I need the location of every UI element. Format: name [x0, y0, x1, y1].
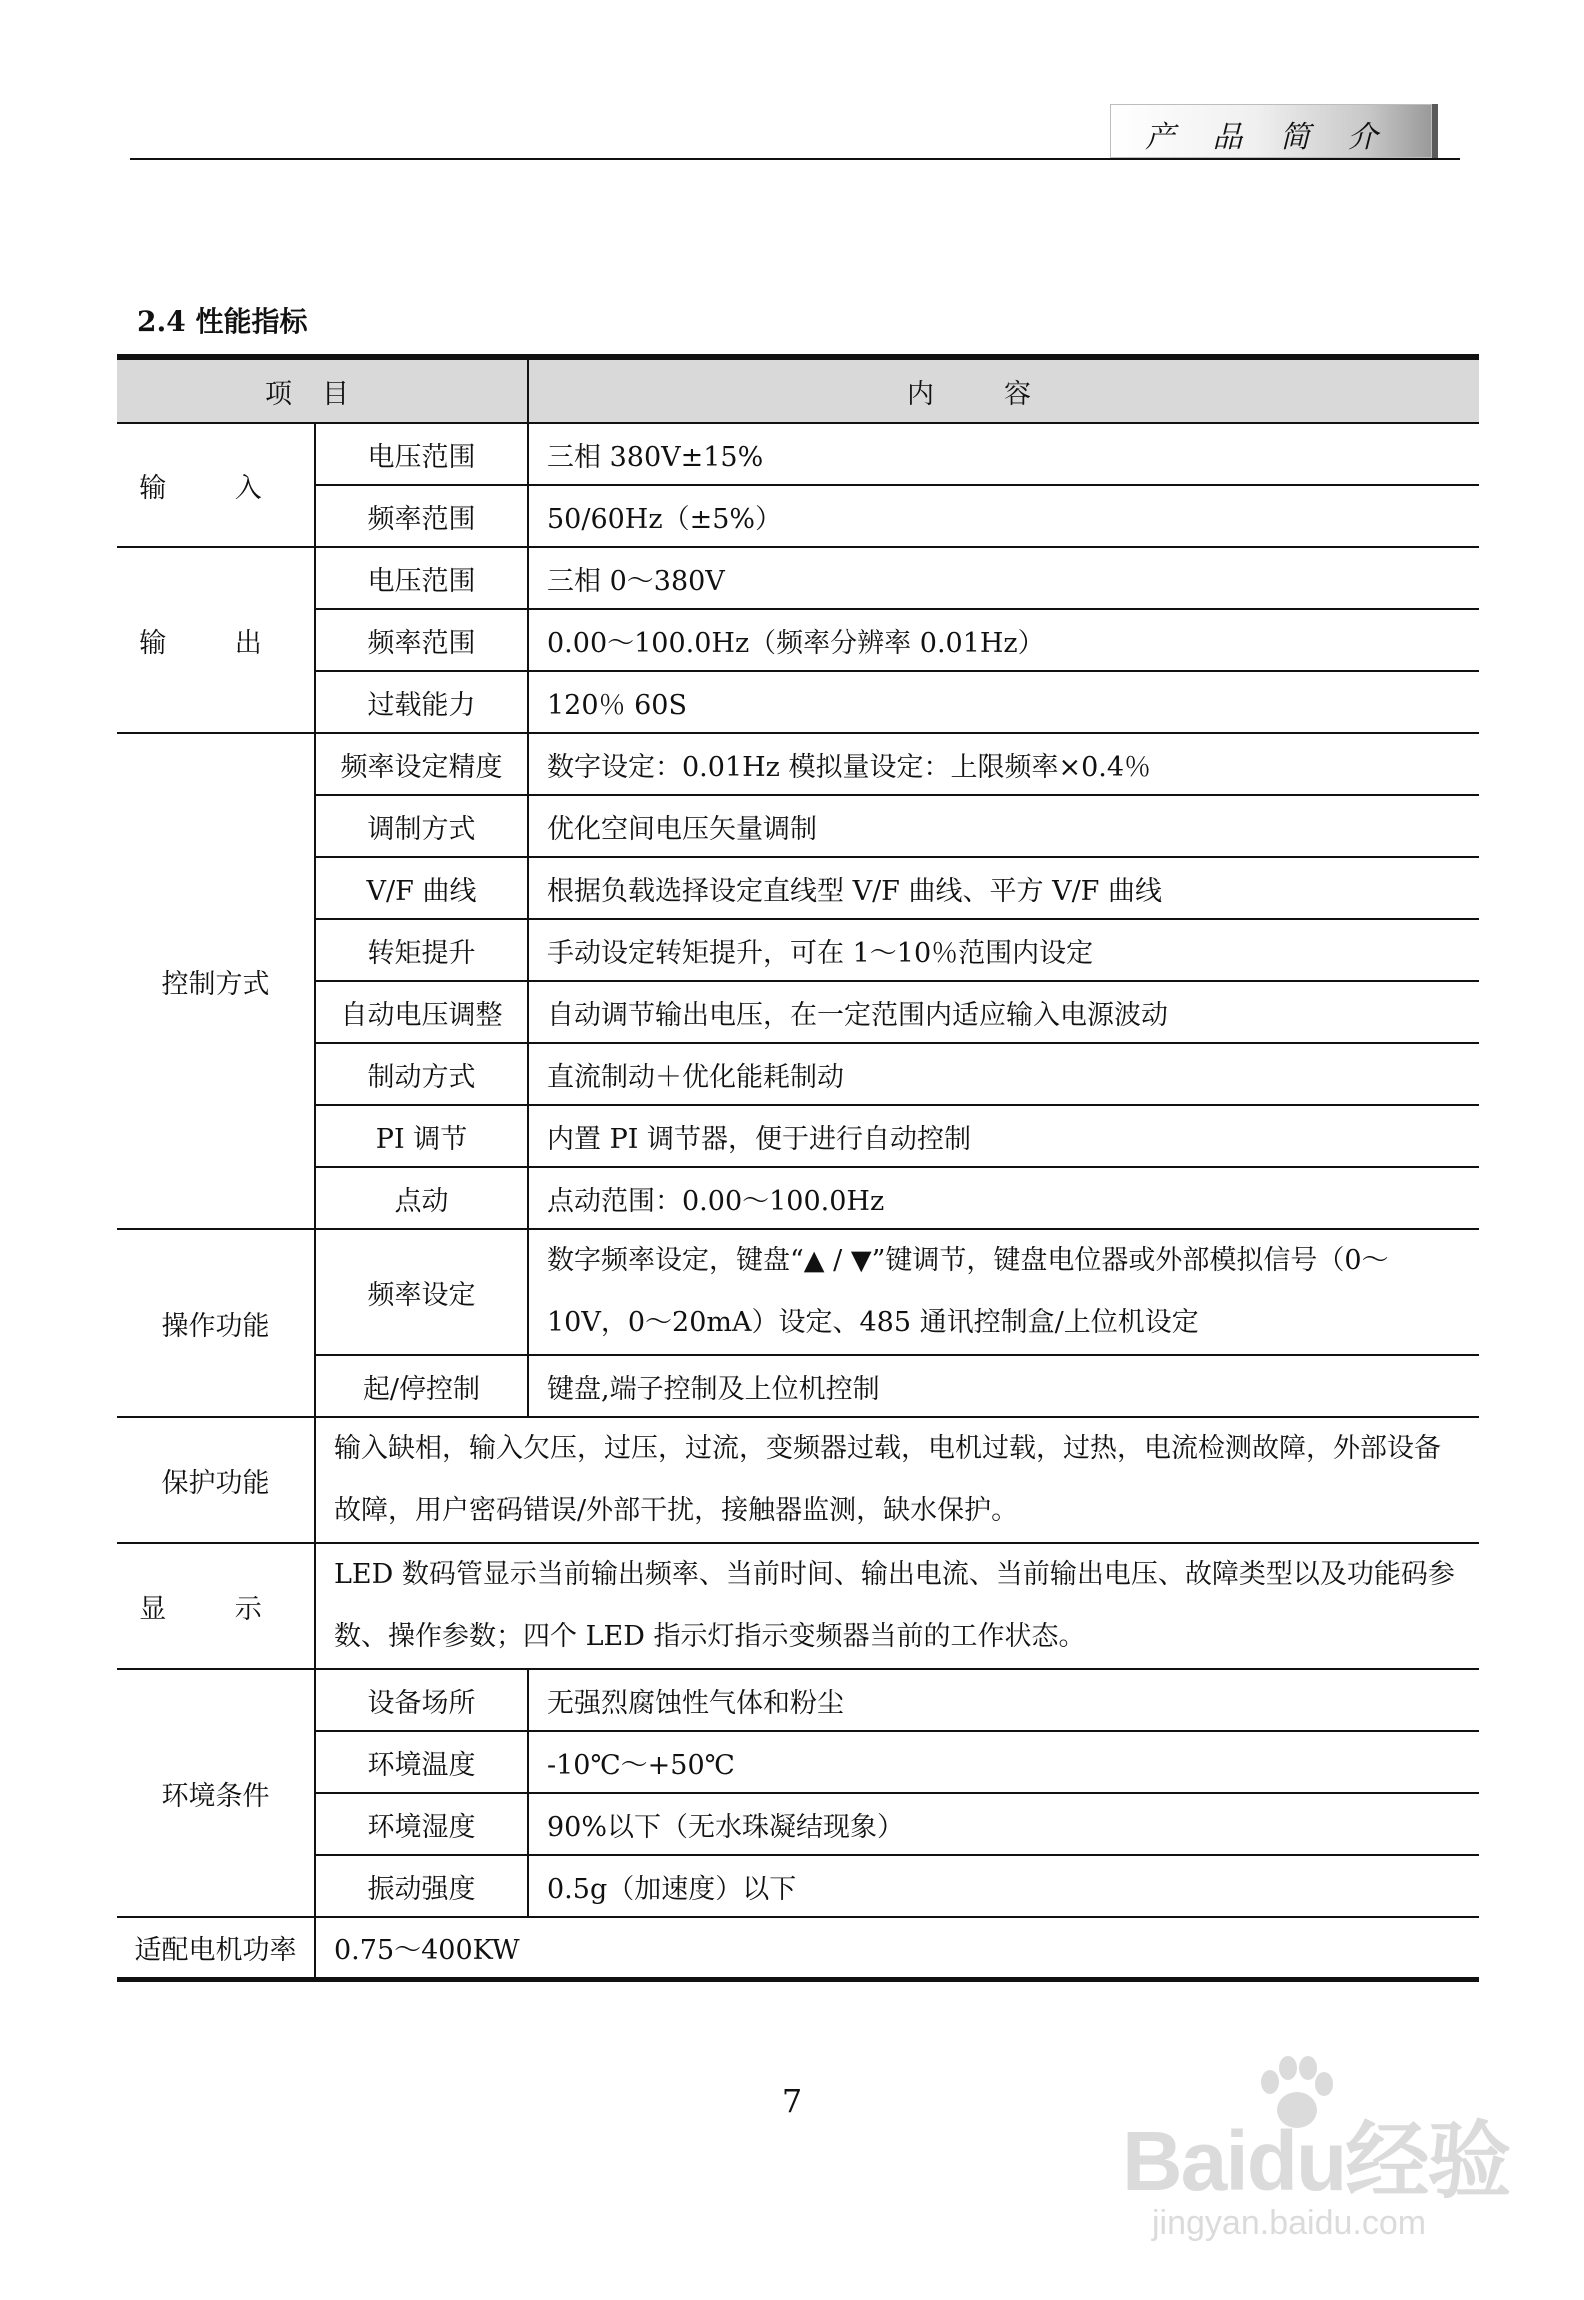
row-label: 调制方式	[315, 795, 528, 857]
table-row	[117, 857, 1479, 919]
row-value: 点动范围：0.00～100.0Hz	[528, 1167, 1479, 1229]
row-label: 电压范围	[315, 423, 528, 485]
row-label: 环境湿度	[315, 1793, 528, 1855]
category-protection: 保护功能	[117, 1417, 315, 1543]
row-label: 频率设定	[315, 1229, 528, 1355]
table-row	[117, 1793, 1479, 1855]
table-header-row	[117, 357, 1479, 423]
row-label: 振动强度	[315, 1855, 528, 1917]
category-display: 显 示	[117, 1543, 315, 1669]
row-label: 频率设定精度	[315, 733, 528, 795]
row-value: 50/60Hz（±5%）	[528, 485, 1479, 547]
table-row	[117, 1417, 1479, 1543]
table-row	[117, 423, 1479, 485]
category-input: 输 入	[117, 423, 315, 547]
row-value: 输入缺相，输入欠压，过压，过流，变频器过载，电机过载，过热，电流检测故障，外部设备故障，用户密码错误/外部干扰，接触器监测，缺水保护。	[315, 1417, 1479, 1543]
table-row	[117, 1105, 1479, 1167]
table-row	[117, 1355, 1479, 1417]
table-row	[117, 485, 1479, 547]
table-row	[117, 1731, 1479, 1793]
spec-table	[117, 354, 1479, 1982]
row-label: 设备场所	[315, 1669, 528, 1731]
table-row	[117, 1229, 1479, 1355]
watermark-url: jingyan.baidu.com	[1152, 2204, 1427, 2242]
row-value: 自动调节输出电压，在一定范围内适应输入电源波动	[528, 981, 1479, 1043]
row-label: 转矩提升	[315, 919, 528, 981]
row-label: 频率范围	[315, 485, 528, 547]
row-label: 起/停控制	[315, 1355, 528, 1417]
row-value: 数字频率设定，键盘“▲ / ▼”键调节，键盘电位器或外部模拟信号（0～10V，0～20mA）设定、485 通讯控制盒/上位机设定	[528, 1229, 1479, 1355]
row-value: 0.5g（加速度）以下	[528, 1855, 1479, 1917]
table-row	[117, 1043, 1479, 1105]
header-rule	[130, 158, 1460, 160]
row-label: V/F 曲线	[315, 857, 528, 919]
table-row	[117, 1855, 1479, 1917]
page-number: 7	[781, 2082, 803, 2120]
table-row	[117, 733, 1479, 795]
category-output: 输 出	[117, 547, 315, 733]
table-row	[117, 1543, 1479, 1669]
row-value: 三相 0～380V	[528, 547, 1479, 609]
row-label: 频率范围	[315, 609, 528, 671]
row-label: 制动方式	[315, 1043, 528, 1105]
row-value: 数字设定：0.01Hz 模拟量设定：上限频率×0.4％	[528, 733, 1479, 795]
row-value: LED 数码管显示当前输出频率、当前时间、输出电流、当前输出电压、故障类型以及功能码参数、操作参数；四个 LED 指示灯指示变频器当前的工作状态。	[315, 1543, 1479, 1669]
table-row	[117, 671, 1479, 733]
row-value: 内置 PI 调节器，便于进行自动控制	[528, 1105, 1479, 1167]
category-control: 控制方式	[117, 733, 315, 1229]
row-label: 自动电压调整	[315, 981, 528, 1043]
row-label: 过载能力	[315, 671, 528, 733]
category-environment: 环境条件	[117, 1669, 315, 1917]
row-value: 90%以下（无水珠凝结现象）	[528, 1793, 1479, 1855]
category-operation: 操作功能	[117, 1229, 315, 1417]
baidu-watermark	[1122, 2054, 1510, 2244]
row-label: 电压范围	[315, 547, 528, 609]
row-value: 根据负载选择设定直线型 V/F 曲线、平方 V/F 曲线	[528, 857, 1479, 919]
section-title: 2.4 性能指标	[137, 305, 308, 338]
header-item: 项目	[117, 357, 528, 423]
row-label: PI 调节	[315, 1105, 528, 1167]
row-value: 无强烈腐蚀性气体和粉尘	[528, 1669, 1479, 1731]
row-value: 手动设定转矩提升，可在 1～10％范围内设定	[528, 919, 1479, 981]
header-tab-shadow	[1432, 104, 1438, 158]
table-row	[117, 1917, 1479, 1979]
table-row	[117, 1167, 1479, 1229]
row-value: 0.00～100.0Hz（频率分辨率 0.01Hz）	[528, 609, 1479, 671]
category-motor: 适配电机功率	[117, 1917, 315, 1979]
row-value: 120％ 60S	[528, 671, 1479, 733]
header-content: 内容	[528, 357, 1479, 423]
row-value: 直流制动＋优化能耗制动	[528, 1043, 1479, 1105]
table-row	[117, 795, 1479, 857]
table-row	[117, 1669, 1479, 1731]
table-row	[117, 981, 1479, 1043]
table-row	[117, 919, 1479, 981]
table-row	[117, 609, 1479, 671]
row-value: 优化空间电压矢量调制	[528, 795, 1479, 857]
table-row	[117, 547, 1479, 609]
row-value: 0.75～400KW	[315, 1917, 1479, 1979]
row-label: 点动	[315, 1167, 528, 1229]
watermark-logo: Baidu经验	[1122, 2114, 1510, 2208]
row-value: -10℃～+50℃	[528, 1731, 1479, 1793]
header-title: 产 品 简 介	[1145, 120, 1392, 155]
row-label: 环境温度	[315, 1731, 528, 1793]
row-value: 三相 380V±15%	[528, 423, 1479, 485]
row-value: 键盘,端子控制及上位机控制	[528, 1355, 1479, 1417]
